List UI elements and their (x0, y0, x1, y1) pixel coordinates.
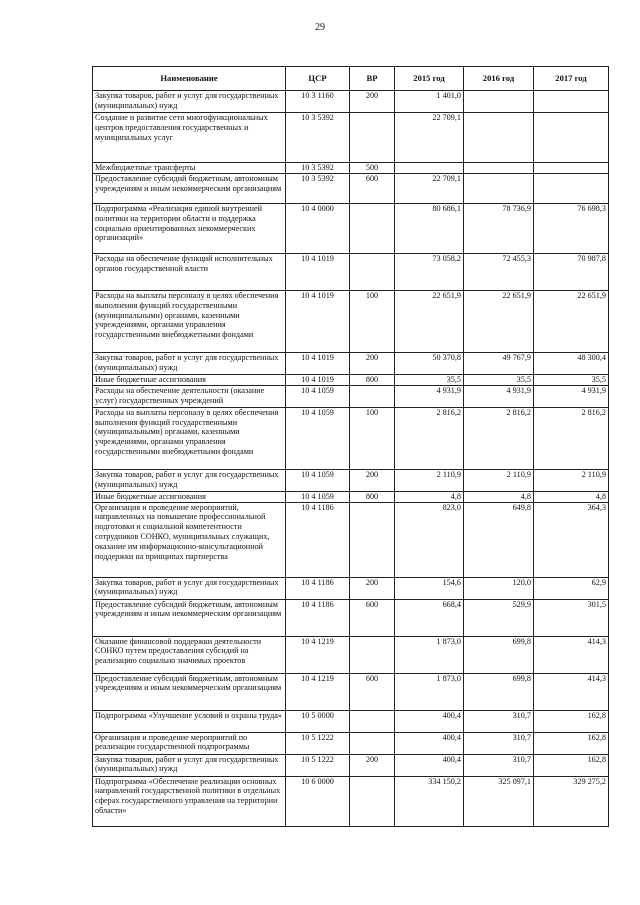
table-row (93, 407, 609, 469)
cell-2017: 4 931,9 (534, 385, 609, 407)
cell-csr: 10 4 1059 (286, 407, 350, 469)
cell-2015: 4 931,9 (395, 385, 464, 407)
cell-2017: 22 651,9 (534, 290, 609, 352)
cell-vr: 200 (350, 352, 395, 374)
cell-2017: 364,3 (534, 502, 609, 577)
cell-vr: 500 (350, 163, 395, 174)
cell-vr: 200 (350, 91, 395, 113)
cell-name: Иные бюджетные ассигнования (93, 374, 286, 385)
cell-2017 (534, 163, 609, 174)
cell-2017: 162,8 (534, 754, 609, 776)
table-row (93, 732, 609, 754)
cell-name: Предоставление субсидий бюджетным, автономным учреждениям и иным некоммерческим организациям (93, 673, 286, 710)
cell-2015: 1 401,0 (395, 91, 464, 113)
cell-2016: 310,7 (464, 710, 534, 732)
cell-csr: 10 4 1019 (286, 352, 350, 374)
cell-2015: 400,4 (395, 754, 464, 776)
cell-2015: 400,4 (395, 732, 464, 754)
cell-2016: 649,8 (464, 502, 534, 577)
table-row (93, 253, 609, 290)
cell-2015: 35,5 (395, 374, 464, 385)
cell-2016: 120,0 (464, 577, 534, 599)
table-row (93, 599, 609, 636)
cell-vr (350, 502, 395, 577)
cell-name: Иные бюджетные ассигнования (93, 491, 286, 502)
cell-2015: 22 651,9 (395, 290, 464, 352)
cell-vr: 600 (350, 173, 395, 203)
cell-csr: 10 4 1059 (286, 385, 350, 407)
budget-table (92, 66, 609, 827)
cell-2016: 325 097,1 (464, 776, 534, 826)
cell-2015: 80 686,1 (395, 203, 464, 253)
cell-2016 (464, 91, 534, 113)
cell-2016: 699,8 (464, 673, 534, 710)
cell-vr: 100 (350, 407, 395, 469)
cell-csr: 10 3 5392 (286, 163, 350, 174)
cell-csr: 10 4 1219 (286, 636, 350, 673)
cell-csr: 10 5 1222 (286, 732, 350, 754)
cell-csr: 10 4 1019 (286, 374, 350, 385)
cell-csr: 10 4 1219 (286, 673, 350, 710)
cell-vr: 200 (350, 469, 395, 491)
cell-2016: 22 651,9 (464, 290, 534, 352)
cell-2016 (464, 173, 534, 203)
cell-2015: 1 873,0 (395, 636, 464, 673)
cell-name: Закупка товаров, работ и услуг для государственных (муниципальных) нужд (93, 577, 286, 599)
header-name: Наименование (93, 67, 286, 91)
table-row (93, 636, 609, 673)
table-body (93, 91, 609, 827)
cell-2017: 70 987,8 (534, 253, 609, 290)
cell-name: Оказание финансовой поддержки деятельности СОНКО путем предоставления субсидий на реализацию социально значимых проектов (93, 636, 286, 673)
cell-name: Расходы на обеспечение деятельности (оказание услуг) государственных учреждений (93, 385, 286, 407)
cell-2015 (395, 163, 464, 174)
cell-csr: 10 5 0000 (286, 710, 350, 732)
cell-2015: 22 709,1 (395, 113, 464, 163)
table-row (93, 113, 609, 163)
cell-name: Закупка товаров, работ и услуг для государственных (муниципальных) нужд (93, 352, 286, 374)
cell-2015: 50 370,8 (395, 352, 464, 374)
cell-vr: 100 (350, 290, 395, 352)
cell-vr (350, 636, 395, 673)
cell-2015: 823,0 (395, 502, 464, 577)
table-row (93, 203, 609, 253)
cell-2016: 72 455,3 (464, 253, 534, 290)
cell-vr: 200 (350, 754, 395, 776)
header-2017: 2017 год (534, 67, 609, 91)
cell-vr: 600 (350, 599, 395, 636)
cell-csr: 10 4 1186 (286, 577, 350, 599)
cell-2017: 329 275,2 (534, 776, 609, 826)
cell-vr: 200 (350, 577, 395, 599)
cell-2017: 76 698,3 (534, 203, 609, 253)
cell-vr: 600 (350, 673, 395, 710)
cell-name: Расходы на обеспечение функций исполнительных органов государственной власти (93, 253, 286, 290)
cell-2017: 162,8 (534, 732, 609, 754)
cell-name: Подпрограмма «Реализация единой внутренней политики на территории области и поддержка социально ориентированных некоммерческих организаций» (93, 203, 286, 253)
cell-csr: 10 3 5392 (286, 173, 350, 203)
table-header-row (93, 67, 609, 91)
table-row (93, 91, 609, 113)
cell-2016: 310,7 (464, 754, 534, 776)
cell-name: Закупка товаров, работ и услуг для государственных (муниципальных) нужд (93, 754, 286, 776)
cell-2016 (464, 113, 534, 163)
cell-2017: 2 816,2 (534, 407, 609, 469)
header-2016: 2016 год (464, 67, 534, 91)
table-row (93, 352, 609, 374)
cell-2015: 2 816,2 (395, 407, 464, 469)
cell-2015: 73 058,2 (395, 253, 464, 290)
cell-2016: 49 767,9 (464, 352, 534, 374)
cell-name: Подпрограмма «Улучшение условий и охраны труда» (93, 710, 286, 732)
cell-csr: 10 3 5392 (286, 113, 350, 163)
cell-vr (350, 203, 395, 253)
cell-name: Закупка товаров, работ и услуг для государственных (муниципальных) нужд (93, 91, 286, 113)
cell-2017 (534, 113, 609, 163)
cell-csr: 10 4 1019 (286, 253, 350, 290)
table-row (93, 776, 609, 826)
cell-name: Организация и проведение мероприятий, направленных на повышение профессиональной подготовки и социальной компетентности сотрудников СОНКО, муниципальных служащих, оказание им информационно-консультационной поддержки на принципах партнерства (93, 502, 286, 577)
table-row (93, 385, 609, 407)
cell-2015: 334 150,2 (395, 776, 464, 826)
cell-name: Закупка товаров, работ и услуг для государственных (муниципальных) нужд (93, 469, 286, 491)
cell-2016: 2 110,9 (464, 469, 534, 491)
table-row (93, 469, 609, 491)
cell-2016: 4,8 (464, 491, 534, 502)
cell-2015: 22 709,1 (395, 173, 464, 203)
cell-vr (350, 710, 395, 732)
cell-vr: 800 (350, 374, 395, 385)
cell-csr: 10 5 1222 (286, 754, 350, 776)
cell-csr: 10 4 1186 (286, 599, 350, 636)
cell-2016: 78 736,9 (464, 203, 534, 253)
cell-csr: 10 4 0000 (286, 203, 350, 253)
header-csr: ЦСР (286, 67, 350, 91)
cell-2015: 154,6 (395, 577, 464, 599)
table-row (93, 502, 609, 577)
cell-2016: 2 816,2 (464, 407, 534, 469)
page-number: 29 (315, 22, 325, 33)
header-vr: ВР (350, 67, 395, 91)
cell-2016: 310,7 (464, 732, 534, 754)
cell-2016: 529,9 (464, 599, 534, 636)
table-row (93, 673, 609, 710)
cell-name: Межбюджетные трансферты (93, 163, 286, 174)
cell-name: Расходы на выплаты персоналу в целях обеспечения выполнения функций государственными (муниципальными) органами, казенными учреждениями, органами управления государственными внебюджетными фондами (93, 407, 286, 469)
cell-2015: 2 110,9 (395, 469, 464, 491)
cell-name: Предоставление субсидий бюджетным, автономным учреждениям и иным некоммерческим организациям (93, 173, 286, 203)
cell-2016: 4 931,9 (464, 385, 534, 407)
cell-2016: 35,5 (464, 374, 534, 385)
cell-vr (350, 732, 395, 754)
cell-csr: 10 4 1059 (286, 469, 350, 491)
table-row (93, 290, 609, 352)
cell-2017: 301,5 (534, 599, 609, 636)
cell-2017: 35,5 (534, 374, 609, 385)
cell-2017 (534, 91, 609, 113)
cell-name: Подпрограмма «Обеспечение реализации основных направлений государственной политики в отдельных сферах государственного управления на территории области» (93, 776, 286, 826)
cell-2016: 699,8 (464, 636, 534, 673)
table-row (93, 173, 609, 203)
cell-name: Организация и проведение мероприятий по реализации государственной подпрограммы (93, 732, 286, 754)
table-row (93, 491, 609, 502)
cell-2015: 4,8 (395, 491, 464, 502)
cell-csr: 10 4 1059 (286, 491, 350, 502)
cell-name: Расходы на выплаты персоналу в целях обеспечения выполнения функций государственными (муниципальными) органами, казенными учреждениями, органами управления государственными внебюджетными фондами (93, 290, 286, 352)
table-row (93, 577, 609, 599)
cell-2017: 2 110,9 (534, 469, 609, 491)
table-row (93, 754, 609, 776)
cell-2017: 48 300,4 (534, 352, 609, 374)
table-row (93, 163, 609, 174)
cell-vr (350, 385, 395, 407)
cell-2017: 162,8 (534, 710, 609, 732)
cell-vr: 800 (350, 491, 395, 502)
cell-name: Создание и развитие сети многофункциональных центров предоставления государственных и муниципальных услуг (93, 113, 286, 163)
cell-2017: 4,8 (534, 491, 609, 502)
cell-csr: 10 4 1186 (286, 502, 350, 577)
cell-2017: 62,9 (534, 577, 609, 599)
cell-csr: 10 6 0000 (286, 776, 350, 826)
cell-vr (350, 253, 395, 290)
header-2015: 2015 год (395, 67, 464, 91)
cell-2016 (464, 163, 534, 174)
table-row (93, 374, 609, 385)
cell-2015: 400,4 (395, 710, 464, 732)
cell-vr (350, 776, 395, 826)
cell-csr: 10 4 1019 (286, 290, 350, 352)
cell-2017: 414,3 (534, 673, 609, 710)
cell-name: Предоставление субсидий бюджетным, автономным учреждениям и иным некоммерческим организациям (93, 599, 286, 636)
cell-2015: 1 873,0 (395, 673, 464, 710)
cell-csr: 10 3 1160 (286, 91, 350, 113)
cell-2015: 668,4 (395, 599, 464, 636)
cell-vr (350, 113, 395, 163)
cell-2017 (534, 173, 609, 203)
table-row (93, 710, 609, 732)
cell-2017: 414,3 (534, 636, 609, 673)
